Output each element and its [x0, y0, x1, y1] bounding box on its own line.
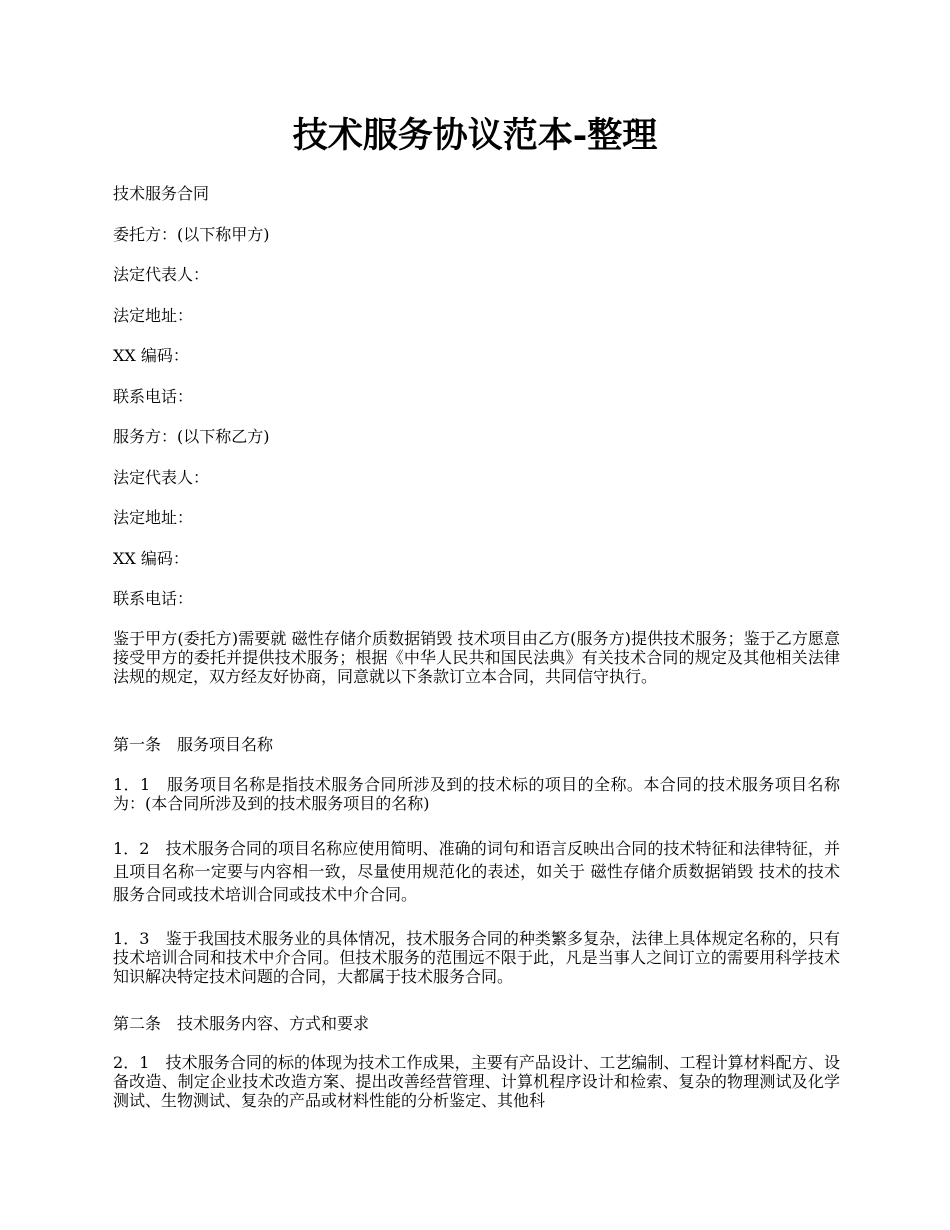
preamble-paragraph: 鉴于甲方(委托方)需要就 磁性存储介质数据销毁 技术项目由乙方(服务方)提供技术服务；鉴于乙方愿意接受甲方的委托并提供技术服务；根据《中华人民共和国民法典》有关技术合同的规定及其他相关法律法规的规定，双方经友好协商，同意就以下条款订立本合同，共同信守执行。: [113, 629, 840, 686]
client-party: 委托方：(以下称甲方): [113, 225, 270, 244]
article-2-heading: 第二条 技术服务内容、方式和要求: [113, 1014, 370, 1033]
client-phone: 联系电话：: [113, 387, 194, 406]
service-party: 服务方：(以下称乙方): [113, 427, 270, 446]
article-1-heading: 第一条 服务项目名称: [113, 735, 274, 754]
clause-1-3: 1．3 鉴于我国技术服务业的具体情况，技术服务合同的种类繁多复杂，法律上具体规定名称的，只有技术培训合同和技术中介合同。但技术服务的范围远不限于此，凡是当事人之间订立的需要用科学技术知识解决特定技术问题的合同，大都属于技术服务合同。: [113, 929, 840, 986]
service-phone: 联系电话：: [113, 589, 194, 608]
client-postal-code: XX 编码：: [113, 346, 189, 365]
document-title: 技术服务协议范本-整理: [292, 115, 658, 156]
clause-2-1: 2．1 技术服务合同的标的体现为技术工作成果，主要有产品设计、工艺编制、工程计算材料配方、设备改造、制定企业技术改造方案、提出改善经营管理、计算机程序设计和检索、复杂的物理测试及化学测试、生物测试、复杂的产品或材料性能的分析鉴定、其他科: [113, 1053, 840, 1110]
contract-name: 技术服务合同: [113, 184, 210, 203]
service-postal-code: XX 编码：: [113, 549, 189, 568]
client-legal-address: 法定地址：: [113, 306, 194, 325]
client-legal-representative: 法定代表人：: [113, 265, 210, 284]
clause-1-1: 1．1 服务项目名称是指技术服务合同所涉及到的技术标的项目的全称。本合同的技术服务项目名称为：(本合同所涉及到的技术服务项目的名称): [113, 775, 840, 813]
clause-1-2: 1．2 技术服务合同的项目名称应使用简明、准确的词句和语言反映出合同的技术特征和法律特征，并且项目名称一定要与内容相一致，尽量使用规范化的表述，如关于 磁性存储介质数据销毁 技术的技术服务合同或技术培训合同或技术中介合同。: [113, 839, 840, 904]
service-legal-address: 法定地址：: [113, 508, 194, 527]
service-legal-representative: 法定代表人：: [113, 468, 210, 487]
